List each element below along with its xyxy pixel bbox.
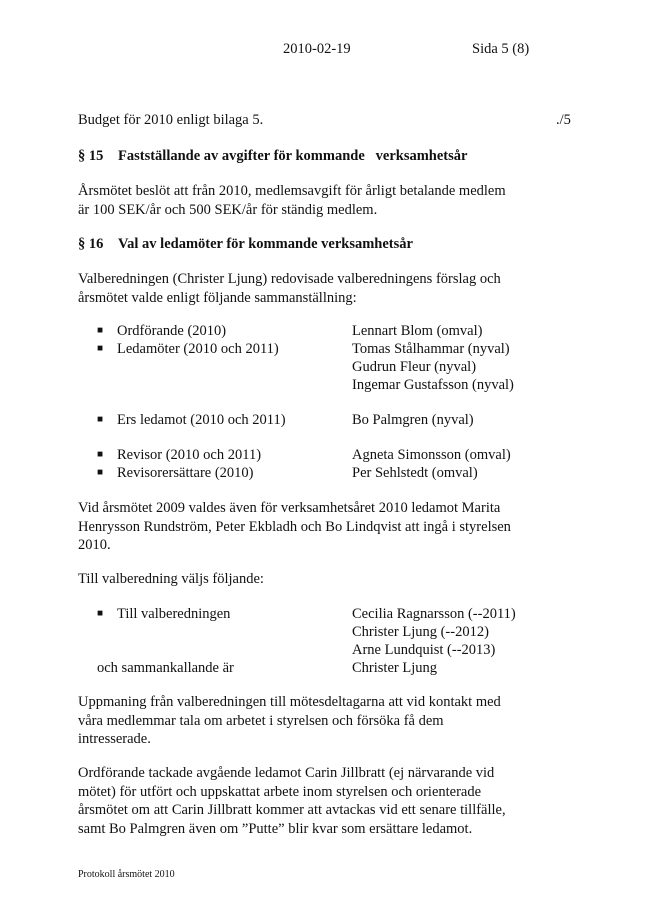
para-line: Ordförande tackade avgående ledamot Carin Jillbratt (ej närvarande vid bbox=[78, 765, 495, 781]
bullet-icon: ■ bbox=[97, 414, 104, 425]
role-name: Per Sehlstedt (omval) bbox=[352, 465, 478, 481]
role-label: Revisor (2010 och 2011) bbox=[117, 447, 262, 463]
para-line: intresserade. bbox=[78, 731, 151, 747]
bullet-icon: ■ bbox=[97, 467, 104, 478]
para-line: Uppmaning från valberedningen till mötesdeltagarna att vid kontakt med bbox=[78, 694, 501, 710]
budget-line: Budget för 2010 enligt bilaga 5. bbox=[78, 112, 264, 128]
section-16-title: Val av ledamöter för kommande verksamhetsår bbox=[118, 236, 413, 252]
bullet-icon: ■ bbox=[97, 608, 104, 619]
nomination-committee-label: Till valberedningen bbox=[117, 606, 231, 622]
section-16-number: § 16 bbox=[78, 236, 104, 252]
section-15-body bbox=[78, 182, 558, 219]
bullet-icon: ■ bbox=[97, 325, 104, 336]
section-15-title: Fastställande av avgifter för kommande verksamhetsår bbox=[118, 148, 468, 164]
section-15-number: § 15 bbox=[78, 148, 104, 164]
role-label: Ers ledamot (2010 och 2011) bbox=[117, 412, 286, 428]
header-date: 2010-02-19 bbox=[283, 41, 351, 57]
role-name: Tomas Stålhammar (nyval) bbox=[352, 341, 510, 357]
appeal-paragraph bbox=[78, 693, 558, 749]
para-line: Henrysson Rundström, Peter Ekbladh och Bo Lindqvist att ingå i styrelsen bbox=[78, 518, 511, 535]
section-16-intro-line: årsmötet valde enligt följande sammanställning: bbox=[78, 289, 357, 306]
role-label: Ordförande (2010) bbox=[117, 323, 227, 339]
role-name: Gudrun Fleur (nyval) bbox=[352, 359, 477, 375]
role-name: Ingemar Gustafsson (nyval) bbox=[352, 377, 514, 393]
role-name: Agneta Simonsson (omval) bbox=[352, 447, 511, 463]
section-16-intro bbox=[78, 270, 558, 307]
nomination-committee-intro: Till valberedning väljs följande: bbox=[78, 571, 264, 587]
para-line: Vid årsmötet 2009 valdes även för verksamhetsåret 2010 ledamot Marita bbox=[78, 500, 501, 516]
para-2009-election bbox=[78, 499, 558, 555]
section-15-body-line: Årsmötet beslöt att från 2010, medlemsavgift för årligt betalande medlem bbox=[78, 183, 506, 199]
header-page-number: Sida 5 (8) bbox=[472, 41, 530, 57]
convener-name: Christer Ljung bbox=[352, 660, 437, 676]
bullet-icon: ■ bbox=[97, 449, 104, 460]
para-line: våra medlemmar tala om arbetet i styrelsen och försöka få dem bbox=[78, 712, 444, 729]
thanks-paragraph bbox=[78, 764, 558, 838]
role-name: Lennart Blom (omval) bbox=[352, 323, 483, 339]
bullet-icon: ■ bbox=[97, 343, 104, 354]
role-name: Bo Palmgren (nyval) bbox=[352, 412, 474, 428]
section-15-body-line: är 100 SEK/år och 500 SEK/år för ständig medlem. bbox=[78, 201, 378, 218]
role-label: Revisorersättare (2010) bbox=[117, 465, 254, 481]
section-16-intro-line: Valberedningen (Christer Ljung) redovisade valberedningens förslag och bbox=[78, 271, 501, 287]
nomination-committee-member: Arne Lundquist (--2013) bbox=[352, 642, 496, 658]
para-line: samt Bo Palmgren även om ”Putte” blir kvar som ersättare ledamot. bbox=[78, 820, 473, 837]
para-line: 2010. bbox=[78, 537, 111, 553]
convener-label: och sammankallande är bbox=[97, 660, 234, 676]
footer-text: Protokoll årsmötet 2010 bbox=[78, 869, 175, 880]
para-line: mötet) för utfört och uppskattat arbete inom styrelsen och orienterade bbox=[78, 783, 482, 800]
nomination-committee-member: Cecilia Ragnarsson (--2011) bbox=[352, 606, 516, 622]
role-label: Ledamöter (2010 och 2011) bbox=[117, 341, 279, 357]
nomination-committee-member: Christer Ljung (--2012) bbox=[352, 624, 489, 640]
budget-attachment-ref: ./5 bbox=[556, 112, 571, 128]
para-line: årsmötet om att Carin Jillbratt kommer att avtackas vid ett senare tillfälle, bbox=[78, 802, 506, 818]
